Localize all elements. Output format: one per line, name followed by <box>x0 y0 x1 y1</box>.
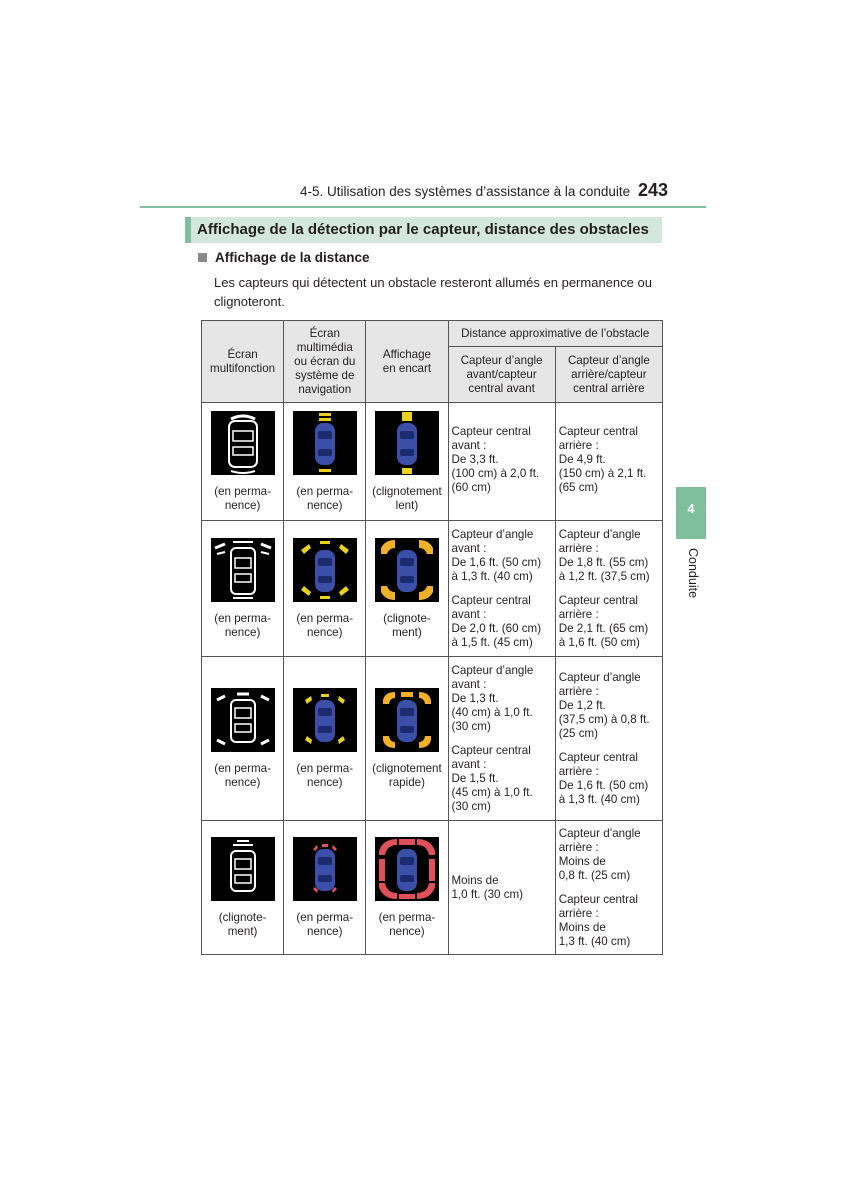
caption-inset: (clignotement rapide) <box>372 761 442 789</box>
front-distance-text: Moins de 1,0 ft. (30 cm) <box>451 873 524 901</box>
section-heading: Affichage de la détection par le capteur, distance des obstacles <box>185 217 662 243</box>
front-distance-text: Capteur central avant : De 3,3 ft. (100 cm) à 2,0 ft. (60 cm) <box>451 425 540 494</box>
caption-multimedia: (en perma- nence) <box>296 611 354 639</box>
distance-table <box>201 320 663 955</box>
header-inset: Affichage en encart <box>366 321 448 403</box>
multifunction-display-image <box>211 538 275 602</box>
header-title: 4-5. Utilisation des systèmes d’assistance à la conduite <box>300 184 631 199</box>
multimedia-display-image <box>293 411 357 475</box>
rear-distance-text: Capteur central arrière : De 2,1 ft. (65 cm) à 1,6 ft. (50 cm) <box>558 593 649 649</box>
caption-inset: (clignotement lent) <box>372 484 442 512</box>
chapter-label: Conduite <box>686 548 700 599</box>
page-number: 243 <box>638 180 669 200</box>
multimedia-display-image <box>293 688 357 752</box>
multimedia-display-image <box>293 538 357 602</box>
header-multifunction: Écran multifonction <box>202 321 284 403</box>
inset-display-image <box>375 538 439 602</box>
header-rear-sensor: Capteur d’angle arrière/capteur central arrière <box>555 347 662 403</box>
square-bullet-icon <box>198 253 207 262</box>
front-distance-text: Capteur d’angle avant : De 1,3 ft. (40 cm) à 1,0 ft. (30 cm) <box>451 663 534 733</box>
table-row <box>202 521 663 657</box>
multifunction-display-image <box>211 837 275 901</box>
multifunction-display-image <box>211 688 275 752</box>
header-divider <box>140 206 706 208</box>
caption-multifunction: (clignote- ment) <box>218 910 267 938</box>
multimedia-display-image <box>293 837 357 901</box>
header-front-sensor: Capteur d’angle avant/capteur central avant <box>448 347 555 403</box>
intro-paragraph: Les capteurs qui détectent un obstacle resteront allumés en permanence ou clignoteront. <box>214 275 652 309</box>
sub-heading <box>198 250 370 265</box>
multifunction-display-image <box>211 411 275 475</box>
front-distance-text: Capteur central avant : De 1,5 ft. (45 cm) à 1,0 ft. (30 cm) <box>451 743 533 813</box>
rear-distance-text: Capteur d’angle arrière : De 1,2 ft. (37,5 cm) à 0,8 ft. (25 cm) <box>558 670 650 740</box>
header-distance: Distance approximative de l’obstacle <box>448 321 662 347</box>
rear-distance-text: Capteur central arrière : De 1,6 ft. (50 cm) à 1,3 ft. (40 cm) <box>558 750 649 806</box>
rear-distance-text: Capteur d’angle arrière : De 1,8 ft. (55 cm) à 1,2 ft. (37,5 cm) <box>558 527 650 583</box>
caption-multifunction: (en perma- nence) <box>214 611 271 639</box>
caption-multimedia: (en perma- nence) <box>296 761 354 789</box>
table-row <box>202 821 663 955</box>
inset-display-image <box>375 688 439 752</box>
caption-multimedia: (en perma- nence) <box>296 484 354 512</box>
front-distance-text: Capteur d’angle avant : De 1,6 ft. (50 cm) à 1,3 ft. (40 cm) <box>451 527 542 583</box>
rear-distance-text: Capteur d’angle arrière : Moins de 0,8 ft. (25 cm) <box>558 826 641 882</box>
inset-display-image <box>375 411 439 475</box>
header-multimedia: Écran multimédia ou écran du système de navigation <box>284 321 366 403</box>
inset-display-image <box>375 837 439 901</box>
caption-inset: (clignote- ment) <box>383 611 431 639</box>
rear-distance-text: Capteur central arrière : De 4,9 ft. (150 cm) à 2,1 ft. (65 cm) <box>558 425 647 494</box>
sub-heading-text: Affichage de la distance <box>215 250 370 265</box>
table-row <box>202 403 663 521</box>
table-row <box>202 657 663 821</box>
caption-multimedia: (en perma- nence) <box>296 910 354 938</box>
chapter-tab: 4 <box>676 487 706 539</box>
caption-multifunction: (en perma- nence) <box>214 761 271 789</box>
caption-multifunction: (en perma- nence) <box>214 484 271 512</box>
caption-inset: (en perma- nence) <box>378 910 436 938</box>
rear-distance-text: Capteur central arrière : Moins de 1,3 ft. (40 cm) <box>558 892 638 948</box>
front-distance-text: Capteur central avant : De 2,0 ft. (60 cm) à 1,5 ft. (45 cm) <box>451 593 542 649</box>
